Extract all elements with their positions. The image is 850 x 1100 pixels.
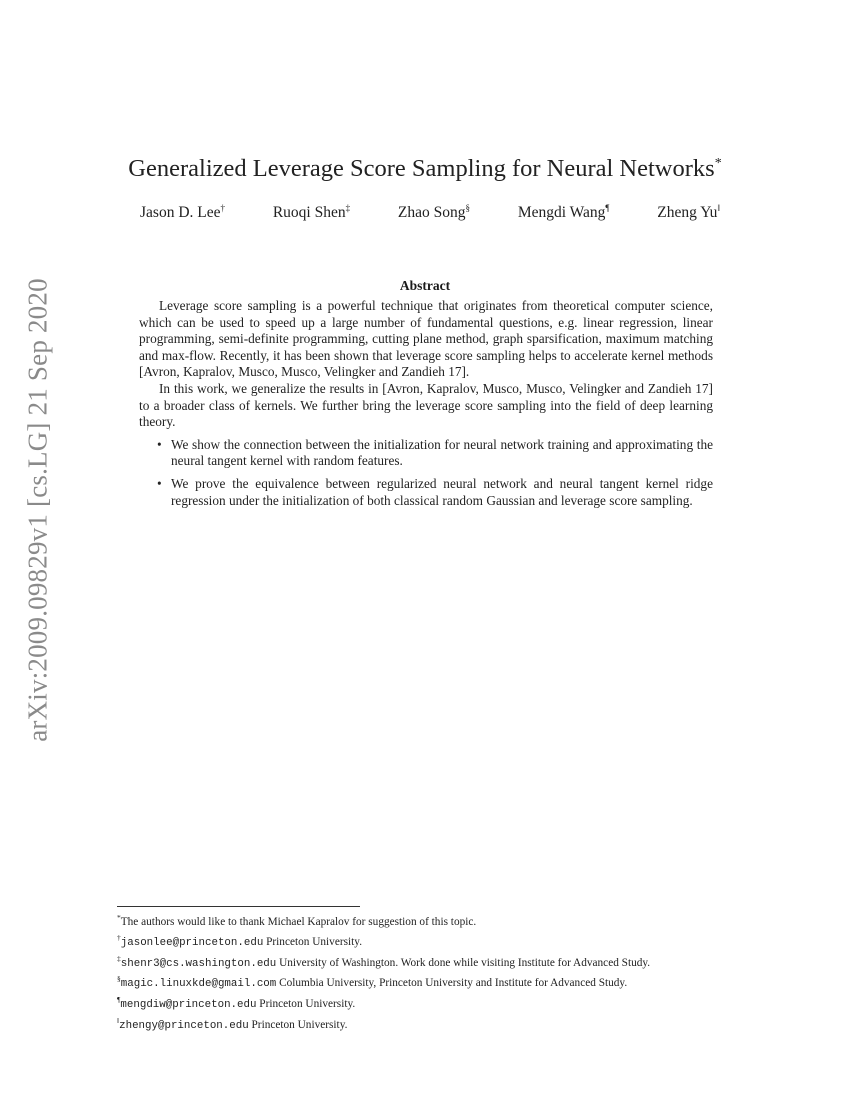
author: Zheng Yu‖ <box>657 203 720 222</box>
footnote: ‖zhengy@princeton.edu Princeton University. <box>117 1015 348 1032</box>
title-footnote-mark: * <box>714 155 722 171</box>
list-item: • We prove the equivalence between regularized neural network and neural tangent kernel ridge regression under the initialization of both classical random Gaussian and leverage score sampling. <box>157 475 713 508</box>
author: Jason D. Lee† <box>140 203 225 222</box>
contribution-list <box>139 437 713 509</box>
email-link[interactable]: mengdiw@princeton.edu <box>120 998 257 1011</box>
arxiv-identifier: arXiv:2009.09829v1 [cs.LG] 21 Sep 2020 <box>22 278 53 742</box>
bullet-icon: • <box>157 475 162 491</box>
abstract-heading: Abstract <box>399 278 451 293</box>
author: Zhao Song§ <box>397 203 470 222</box>
footnote: ‡shenr3@cs.washington.edu University of Washington. Work done while visiting Institute for Advanced Study. <box>117 953 651 970</box>
footnote: †jasonlee@princeton.edu Princeton University. <box>117 932 363 949</box>
abstract-body <box>139 298 713 515</box>
arxiv-stamp <box>18 265 58 755</box>
footnote: §magic.linuxkde@gmail.com Columbia University, Princeton University and Institute for Advanced Study. <box>117 974 628 991</box>
list-item: • We show the connection between the initialization for neural network training and approximating the neural tangent kernel with random features. <box>157 436 713 469</box>
author: Ruoqi Shen‡ <box>272 203 351 222</box>
bullet-icon: • <box>157 436 162 452</box>
author-list <box>140 203 720 222</box>
email-link[interactable]: shenr3@cs.washington.edu <box>120 957 277 970</box>
title-text: Generalized Leverage Score Sampling for Neural Networks <box>128 155 715 182</box>
footnotes <box>117 910 767 1034</box>
email-link[interactable]: jasonlee@princeton.edu <box>120 936 264 949</box>
abstract-paragraph: Leverage score sampling is a powerful technique that originates from theoretical computer science, which can be used to speed up a large number of fundamental questions, e.g. linear regression, linear programming, semi-definite programming, cutting plane method, graph sparsification, maximum matching and max-flow. Recently, it has been shown that leverage score sampling helps to accelerate kernel methods [Avron, Kapralov, Musco, Musco, Velingker and Zandieh 17]. <box>139 298 713 380</box>
email-link[interactable]: zhengy@princeton.edu <box>119 1019 249 1032</box>
footnote-divider <box>117 906 360 907</box>
abstract-paragraph: In this work, we generalize the results in [Avron, Kapralov, Musco, Musco, Velingker and Zandieh 17] to a broader class of kernels. We further bring the leverage score sampling into the field of deep learning theory. <box>139 380 713 430</box>
email-link[interactable]: magic.linuxkde@gmail.com <box>120 978 277 991</box>
paper-title <box>0 155 850 183</box>
author: Mengdi Wang¶ <box>517 203 610 222</box>
footnote: *The authors would like to thank Michael Kapralov for suggestion of this topic. <box>117 913 477 928</box>
footnote: ¶mengdiw@princeton.edu Princeton University. <box>117 995 356 1011</box>
